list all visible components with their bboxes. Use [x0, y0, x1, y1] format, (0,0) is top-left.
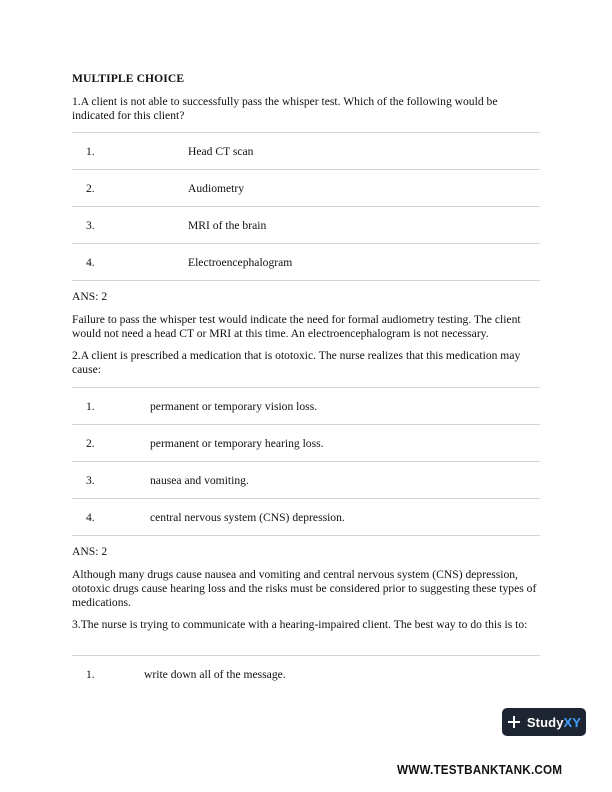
- badge-brand: [527, 715, 581, 730]
- option-number: 1.: [72, 133, 100, 170]
- question-2-options: [72, 387, 540, 536]
- option-row: [72, 462, 540, 499]
- option-text: nausea and vomiting.: [100, 462, 540, 499]
- option-text: MRI of the brain: [100, 207, 540, 244]
- option-row: [72, 244, 540, 281]
- badge-brand-main: Study: [526, 714, 564, 730]
- question-1-answer: ANS: 2: [72, 290, 108, 303]
- option-text: Head CT scan: [100, 133, 540, 170]
- option-row: [72, 656, 540, 693]
- question-2-answer: ANS: 2: [72, 545, 108, 558]
- option-number: 1.: [72, 656, 100, 693]
- option-number: 2.: [72, 425, 100, 462]
- studyxy-badge[interactable]: [502, 708, 586, 736]
- section-heading: MULTIPLE CHOICE: [72, 72, 185, 85]
- question-1-rationale: Failure to pass the whisper test would indicate the need for formal audiometry testing. The client would not need a head CT or MRI at this time. An electroencephalogram is not necessary.: [72, 313, 521, 340]
- question-2-rationale: Although many drugs cause nausea and vomiting and central nervous system (CNS) depression, ototoxic drugs cause hearing loss and the risks must be considered prior to suggesting these types of medications.: [72, 568, 537, 609]
- option-text: Audiometry: [100, 170, 540, 207]
- option-text: write down all of the message.: [100, 656, 540, 693]
- option-number: 1.: [72, 388, 100, 425]
- plus-icon: [507, 715, 521, 729]
- option-row: [72, 170, 540, 207]
- option-number: 2.: [72, 170, 100, 207]
- question-3-options: [72, 655, 540, 692]
- badge-brand-accent: XY: [563, 714, 582, 730]
- option-text: permanent or temporary hearing loss.: [100, 425, 540, 462]
- option-number: 4.: [72, 244, 100, 281]
- option-number: 4.: [72, 499, 100, 536]
- question-3-text: 3.The nurse is trying to communicate with a hearing-impaired client. The best way to do this is to:: [72, 618, 528, 631]
- footer-site-url[interactable]: WWW.TESTBANKTANK.COM: [397, 762, 563, 777]
- question-1-options: [72, 132, 540, 281]
- option-row: [72, 207, 540, 244]
- question-1-text: 1.A client is not able to successfully pass the whisper test. Which of the following would be indicated for this client?: [72, 95, 498, 122]
- option-row: [72, 499, 540, 536]
- option-number: 3.: [72, 207, 100, 244]
- option-number: 3.: [72, 462, 100, 499]
- option-row: [72, 425, 540, 462]
- option-text: central nervous system (CNS) depression.: [100, 499, 540, 536]
- option-text: permanent or temporary vision loss.: [100, 388, 540, 425]
- question-2-text: 2.A client is prescribed a medication that is ototoxic. The nurse realizes that this medication may cause:: [72, 349, 521, 376]
- option-row: [72, 388, 540, 425]
- option-row: [72, 133, 540, 170]
- option-text: Electroencephalogram: [100, 244, 540, 281]
